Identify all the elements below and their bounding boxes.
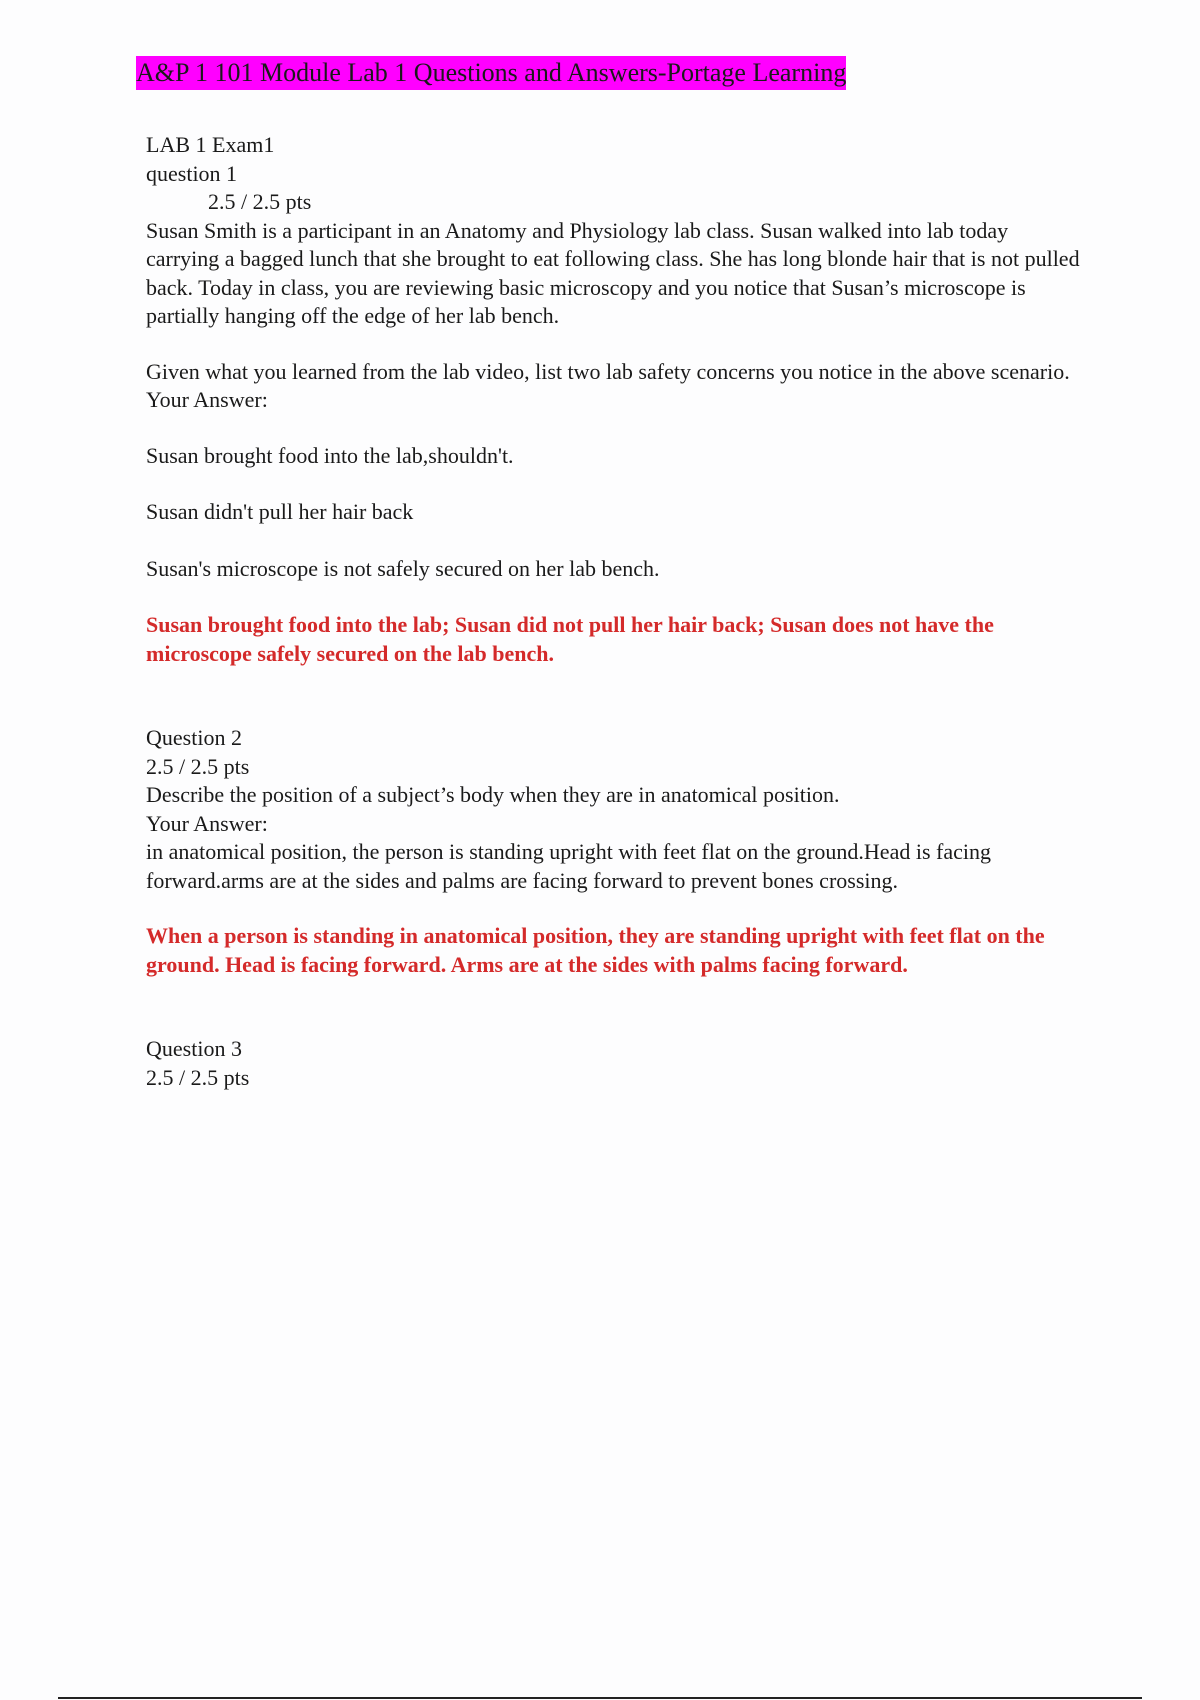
question-2-label: Question 2 [146,725,242,750]
exam-label: LAB 1 Exam1 [146,132,275,157]
question-1-answer-line: Susan brought food into the lab,shouldn't. [146,442,514,468]
document-body [146,131,1086,1092]
document-title: A&P 1 101 Module Lab 1 Questions and Answers-Portage Learning [136,56,846,90]
question-1-points: 2.5 / 2.5 pts [208,189,312,214]
question-2 [146,724,1086,979]
question-1-your-answer-label: Your Answer: [146,387,268,412]
question-1-answer-line: Susan didn't pull her hair back [146,499,414,524]
question-3 [146,1035,1086,1092]
page-bottom-divider [58,1697,1142,1699]
question-3-label: Question 3 [146,1036,242,1061]
question-1-answer-line: Susan's microscope is not safely secured on her lab bench. [146,555,660,581]
question-1-correct-answer: Susan brought food into the lab; Susan did not pull her hair back; Susan does not have the microscope safely secured on the lab bench. [146,612,994,666]
question-2-answer: in anatomical position, the person is standing upright with feet flat on the ground.Head is facing forward.arms are at the sides and palms are facing forward to prevent bones crossing. [146,839,991,893]
question-3-points: 2.5 / 2.5 pts [146,1064,250,1090]
question-1-prompt: Given what you learned from the lab video, list two lab safety concerns you notice in the above scenario. [146,358,1070,384]
question-1-label: question 1 [146,160,238,186]
question-1-scenario: Susan Smith is a participant in an Anatomy and Physiology lab class. Susan walked into lab today carrying a bagged lunch that she brought to eat following class. She has long blonde hair that is not pulled back. Today in class, you are reviewing basic microscopy and you notice that Susan’s microscope is partially hanging off the edge of her lab bench. [146,217,1080,328]
question-2-prompt: Describe the position of a subject’s body when they are in anatomical position. [146,782,840,807]
question-2-your-answer-label: Your Answer: [146,810,268,836]
question-2-points: 2.5 / 2.5 pts [146,753,250,779]
question-1 [146,160,1086,669]
question-2-correct-answer: When a person is standing in anatomical position, they are standing upright with feet flat on the ground. Head is facing forward. Arms are at the sides with palms facing forward. [146,923,1045,977]
